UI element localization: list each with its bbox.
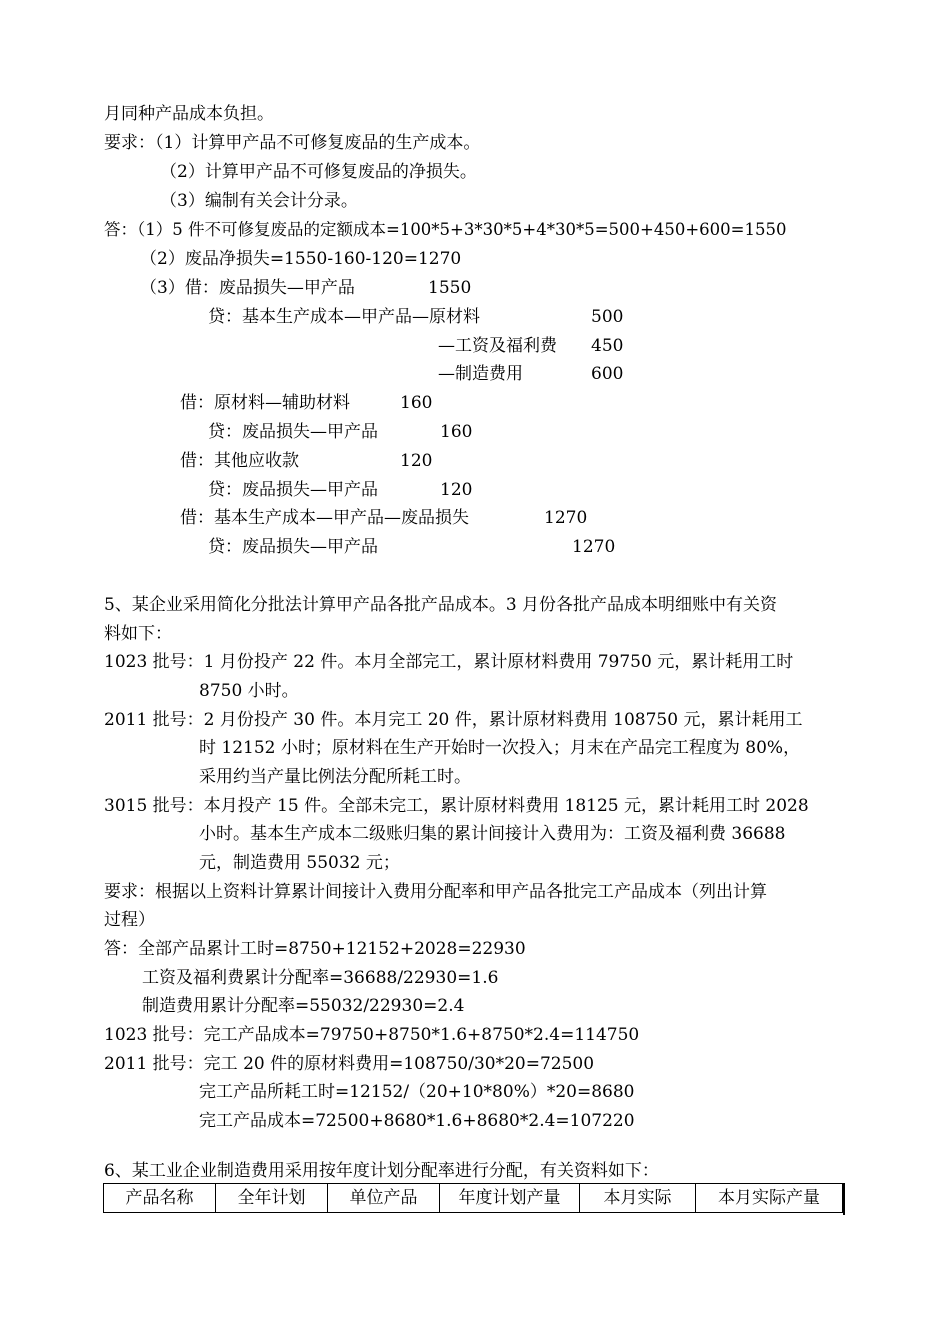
entry-label: 借：原材料—辅助材料	[180, 393, 350, 413]
text-line: 5、某企业采用简化分批法计算甲产品各批产品成本。3 月份各批产品成本明细账中有关资	[104, 595, 778, 615]
table-header-cell: 产品名称	[104, 1184, 216, 1213]
text-line: 完工产品所耗工时=12152/（20+10*80%）*20=8680	[199, 1082, 635, 1102]
entry-label: —制造费用	[438, 364, 523, 384]
entry-label: 贷：废品损失—甲产品	[208, 537, 378, 557]
entry-label: 贷：基本生产成本—甲产品—原材料	[208, 307, 480, 327]
entry-amount: 120	[400, 451, 433, 471]
text-line: 要求：根据以上资料计算累计间接计入费用分配率和甲产品各批完工产品成本（列出计算	[104, 882, 767, 902]
text-line: 2011 批号：2 月份投产 30 件。本月完工 20 件，累计原材料费用 108750 元，累计耗用工	[104, 710, 803, 730]
text-line: 答：全部产品累计工时=8750+12152+2028=22930	[104, 939, 526, 959]
table-double-border	[843, 1183, 845, 1215]
table-header-cell: 年度计划产量	[440, 1184, 580, 1213]
entry-amount: 120	[440, 480, 473, 500]
entry-label: 借：其他应收款	[180, 451, 299, 471]
text-line: 8750 小时。	[199, 681, 299, 701]
text-line: 月同种产品成本负担。	[104, 104, 274, 124]
text-line: 料如下：	[104, 624, 172, 644]
entry-amount: 1270	[572, 537, 616, 557]
data-table	[103, 1183, 843, 1213]
entry-amount: 1270	[544, 508, 588, 528]
entry-amount: 1550	[428, 278, 472, 298]
text-line: 1023 批号：1 月份投产 22 件。本月全部完工，累计原材料费用 79750 元，累计耗用工时	[104, 652, 794, 672]
entry-amount: 450	[591, 336, 624, 356]
table-header-cell: 单位产品	[328, 1184, 440, 1213]
entry-amount: 160	[440, 422, 473, 442]
text-line: 元，制造费用 55032 元；	[199, 853, 400, 873]
text-line: 要求：（1）计算甲产品不可修复废品的生产成本。	[104, 133, 481, 153]
table-header-cell: 全年计划	[216, 1184, 328, 1213]
text-line: 6、某工业企业制造费用采用按年度计划分配率进行分配，有关资料如下：	[104, 1161, 659, 1181]
text-line: 3015 批号：本月投产 15 件。全部未完工，累计原材料费用 18125 元，累计耗用工时 2028	[104, 796, 809, 816]
entry-label: 贷：废品损失—甲产品	[208, 422, 378, 442]
entry-amount: 160	[400, 393, 433, 413]
text-line: 采用约当产量比例法分配所耗工时。	[199, 767, 471, 787]
text-line: 制造费用累计分配率=55032/22930=2.4	[142, 996, 465, 1016]
text-line: 工资及福利费累计分配率=36688/22930=1.6	[142, 968, 499, 988]
entry-label: （3）借：废品损失—甲产品	[140, 278, 355, 298]
text-line: 完工产品成本=72500+8680*1.6+8680*2.4=107220	[199, 1111, 635, 1131]
table-header-cell: 本月实际	[580, 1184, 696, 1213]
text-line: （2）计算甲产品不可修复废品的净损失。	[160, 162, 477, 182]
text-line: 时 12152 小时；原材料在生产开始时一次投入；月末在产品完工程度为 80%，	[199, 738, 801, 758]
text-line: 过程）	[104, 910, 155, 930]
entry-label: 贷：废品损失—甲产品	[208, 480, 378, 500]
entry-amount: 500	[591, 307, 624, 327]
table-header-row	[104, 1184, 843, 1213]
entry-amount: 600	[591, 364, 624, 384]
text-line: （3）编制有关会计分录。	[160, 191, 358, 211]
text-line: 答：（1）5 件不可修复废品的定额成本=100*5+3*30*5+4*30*5=500+450+600=1550	[104, 220, 787, 239]
text-line: （2）废品净损失=1550-160-120=1270	[140, 249, 462, 269]
table-header-cell: 本月实际产量	[696, 1184, 843, 1213]
entry-label: —工资及福利费	[438, 336, 557, 356]
text-line: 小时。基本生产成本二级账归集的累计间接计入费用为：工资及福利费 36688	[199, 824, 786, 844]
entry-label: 借：基本生产成本—甲产品—废品损失	[180, 508, 469, 528]
text-line: 1023 批号：完工产品成本=79750+8750*1.6+8750*2.4=114750	[104, 1025, 640, 1045]
text-line: 2011 批号：完工 20 件的原材料费用=108750/30*20=72500	[104, 1054, 595, 1074]
